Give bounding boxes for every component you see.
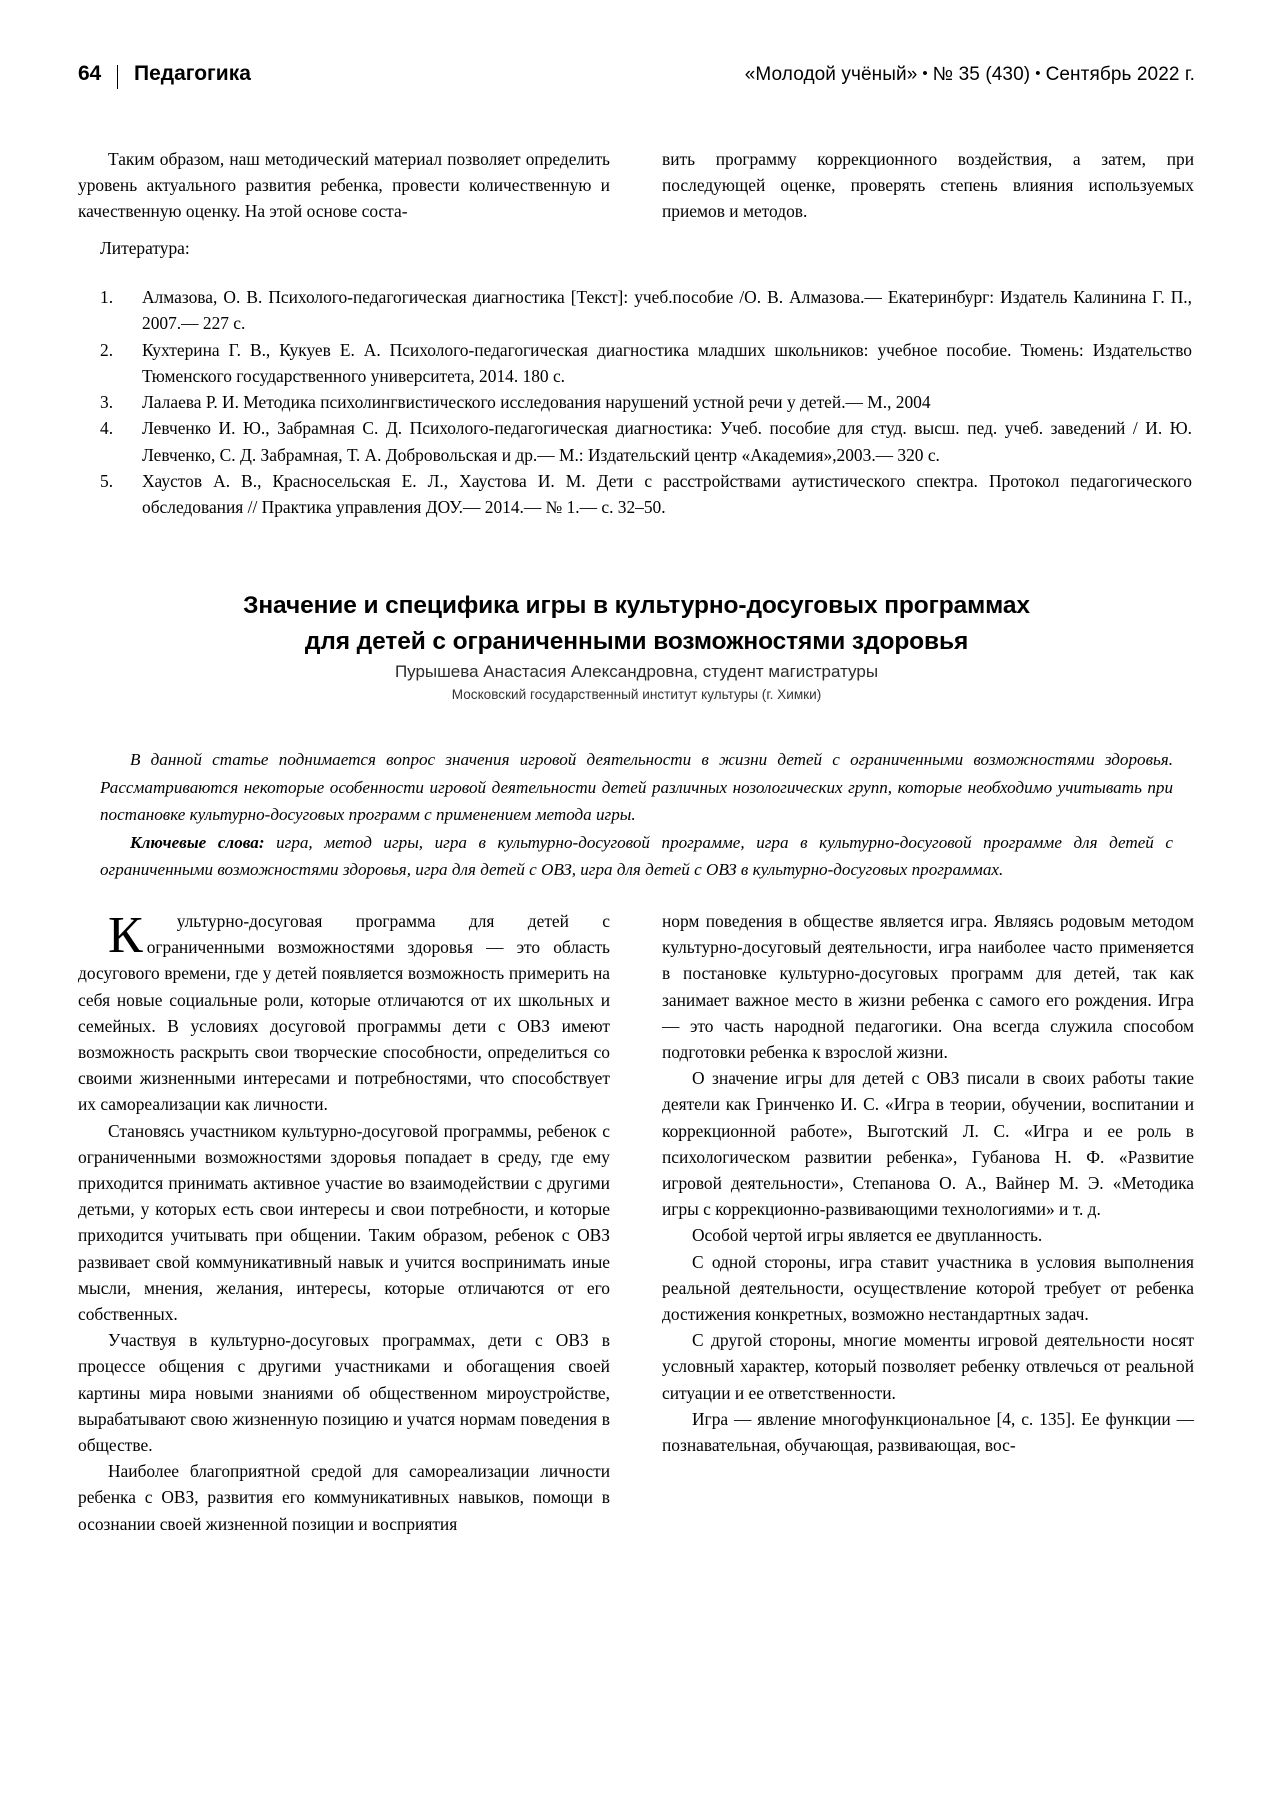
body-paragraph: О значение игры для детей с ОВЗ писали в своих работы такие деятели как Гринченко И. С. «Игра в теории, обучении, воспитании и коррекционной работе», Выготский Л. С. «Игра и ее роль в психологическом развитии ребенка», Губанова Н. Ф. «Развитие игровой деятельности», Степанова О. А., Вайнер М. Э. «Методика игры с коррекционно-развивающими технологиями» и т. д. xyxy=(662,1068,1194,1220)
runhead-separator-1: • xyxy=(922,65,928,82)
intro-right-column xyxy=(662,146,1194,225)
drop-cap: К xyxy=(108,907,143,964)
list-item xyxy=(100,284,1192,337)
article-title-line-1: Значение и специфика игры в культурно-досуговых программах xyxy=(243,592,1030,619)
literature-heading: Литература: xyxy=(100,238,190,258)
intro-paragraph-right: вить программу коррекционного воздействия, а затем, при последующей оценке, проверять степень влияния используемых приемов и методов. xyxy=(662,149,1194,222)
body-paragraph: Особой чертой игры является ее двупланность. xyxy=(692,1225,1043,1246)
abstract-text: В данной статье поднимается вопрос значения игровой деятельности в жизни детей с ограниченными возможностями здоровья. Рассматриваются некоторые особенности игровой деятельности детей различных нозологических групп, которые необходимо учитывать при постановке культурно-досуговых программ с применением метода игры. xyxy=(100,750,1173,825)
body-paragraph: Игра — явление многофункциональное [4, с. 135]. Ее функции — познавательная, обучающая, развивающая, вос- xyxy=(662,1408,1194,1456)
literature-item-text: Лалаева Р. И. Методика психолингвистического исследования нарушений устной речи у детей.— М., 2004 xyxy=(142,392,931,413)
literature-item-text: Кухтерина Г. В., Кукуев Е. А. Психолого-педагогическая диагностика младших школьников: учебное пособие. Тюмень: Издательство Тюменского государственного университета, 2014. 180 с. xyxy=(142,339,1192,386)
body-right-column xyxy=(662,908,1194,1537)
abstract-block xyxy=(100,746,1173,884)
body-paragraph-text: ультурно-досуговая программа для детей с ограниченными возможностями здоровья — это область досугового времени, где у детей появляется возможность примерить на себя новые социальные роли, которые отличаются от их школьных и семейных. В условиях досуговой программы дети с ОВЗ имеют возможность раскрыть свои творческие способности, определиться со своими жизненными интересами и потребностями, что способствует их самореализации как личности. xyxy=(78,911,610,1115)
article-author: Пурышева Анастасия Александровна, студент магистратуры xyxy=(394,662,879,681)
intro-left-column xyxy=(78,146,610,225)
literature-item-number: 1. xyxy=(100,287,114,307)
list-item xyxy=(100,468,1192,521)
journal-name: «Молодой учёный» xyxy=(744,64,918,85)
running-head xyxy=(78,62,1195,102)
intro-paragraph-left: Таким образом, наш методический материал позволяет определить уровень актуального развития ребенка, провести количественную и качественную оценку. На этой основе соста- xyxy=(78,149,610,222)
literature-item-text: Алмазова, О. В. Психолого-педагогическая диагностика [Текст]: учеб.пособие /О. В. Алмазова.— Екатеринбург: Издатель Калинина Г. П., 2007.— 227 с. xyxy=(142,287,1192,334)
literature-item-number: 3. xyxy=(100,392,114,413)
body-left-column xyxy=(78,908,610,1537)
runhead-divider xyxy=(117,65,118,89)
running-head-left xyxy=(78,62,251,86)
intro-columns xyxy=(78,146,1195,225)
keywords-text: игра, метод игры, игра в культурно-досуговой программе, игра в культурно-досуговой программе для детей с ограниченными возможностями здоровья, игра для детей с ОВЗ, игра для детей с ОВЗ в культурно-досуговых программах. xyxy=(100,832,1173,880)
literature-item-text: Хаустов А. В., Красносельская Е. Л., Хаустова И. М. Дети с расстройствами аутистического спектра. Протокол педагогического обследования // Практика управления ДОУ.— 2014.— № 1.— с. 32–50. xyxy=(142,471,1192,518)
literature-list xyxy=(100,284,1192,521)
article-body-columns xyxy=(78,908,1195,1537)
article-affiliation: Московский государственный институт культуры (г. Химки) xyxy=(451,687,822,702)
keywords-paragraph xyxy=(100,829,1173,884)
body-paragraph xyxy=(78,908,610,1118)
article-title-line-2: для детей с ограниченными возможностями здоровья xyxy=(304,628,969,655)
body-paragraph: Участвуя в культурно-досуговых программах, дети с ОВЗ в процессе общения с другими участниками и обогащения своей картины мира новыми знаниями об общественном мироустройстве, вырабатывают свою жизненную позицию и учатся нормам поведения в обществе. xyxy=(78,1330,610,1456)
literature-item-number: 5. xyxy=(100,471,114,492)
page-number: 64 xyxy=(78,62,101,85)
rubric-label: Педагогика xyxy=(133,62,251,85)
literature-item-text: Левченко И. Ю., Забрамная С. Д. Психолого-педагогическая диагностика: Учеб. пособие для студ. высш. пед. учеб. заведений / И. Ю. Левченко, С. Д. Забрамная, Т. А. Добровольская и др.— М.: Издательский центр «Академия»,2003.— 320 с. xyxy=(142,418,1192,465)
literature-item-number: 4. xyxy=(100,418,114,439)
issue-number: № 35 (430) xyxy=(932,64,1031,85)
body-paragraph: норм поведения в обществе является игра. Являясь родовым методом культурно-досуговый деятельности, игра наиболее часто применяется в постановке культурно-досуговых программ для детей, так как занимает важное место в жизни ребенка с самого его рождения. Игра — это часть народной педагогики. Она всегда служила способом подготовки ребенка к взрослой жизни. xyxy=(662,911,1194,1063)
keywords-label: Ключевые слова: xyxy=(130,832,265,852)
issue-date: Сентябрь 2022 г. xyxy=(1045,64,1195,85)
running-head-right xyxy=(745,64,1195,86)
list-item xyxy=(100,415,1192,468)
list-item xyxy=(100,337,1192,390)
runhead-separator-2: • xyxy=(1035,65,1041,82)
body-paragraph: Наиболее благоприятной средой для самореализации личности ребенка с ОВЗ, развития его коммуникативных навыков, помощи в осознании своей жизненной позиции и восприятия xyxy=(78,1461,610,1534)
list-item xyxy=(100,389,1192,415)
literature-item-number: 2. xyxy=(100,339,114,360)
body-paragraph: С другой стороны, многие моменты игровой деятельности носят условный характер, который позволяет ребенку отвлечься от реальной ситуации и ее ответственности. xyxy=(662,1330,1194,1403)
body-paragraph: С одной стороны, игра ставит участника в условия выполнения реальной деятельности, осуществление которой требует от ребенка достижения конкретных, возможно нестандартных задач. xyxy=(662,1251,1194,1325)
page-title xyxy=(120,588,1153,660)
body-paragraph: Становясь участником культурно-досуговой программы, ребенок с ограниченными возможностями здоровья попадает в среду, где ему приходится принимать активное участие во взаимодействии с другими детьми, у которых есть свои интересы и свои потребности, и которые приходится учитывать при общении. Таким образом, ребенок с ОВЗ развивает свой коммуникативный навык и учится воспринимать иные мысли, мнения, желания, интересы, которые отличаются от его собственных. xyxy=(78,1120,610,1325)
